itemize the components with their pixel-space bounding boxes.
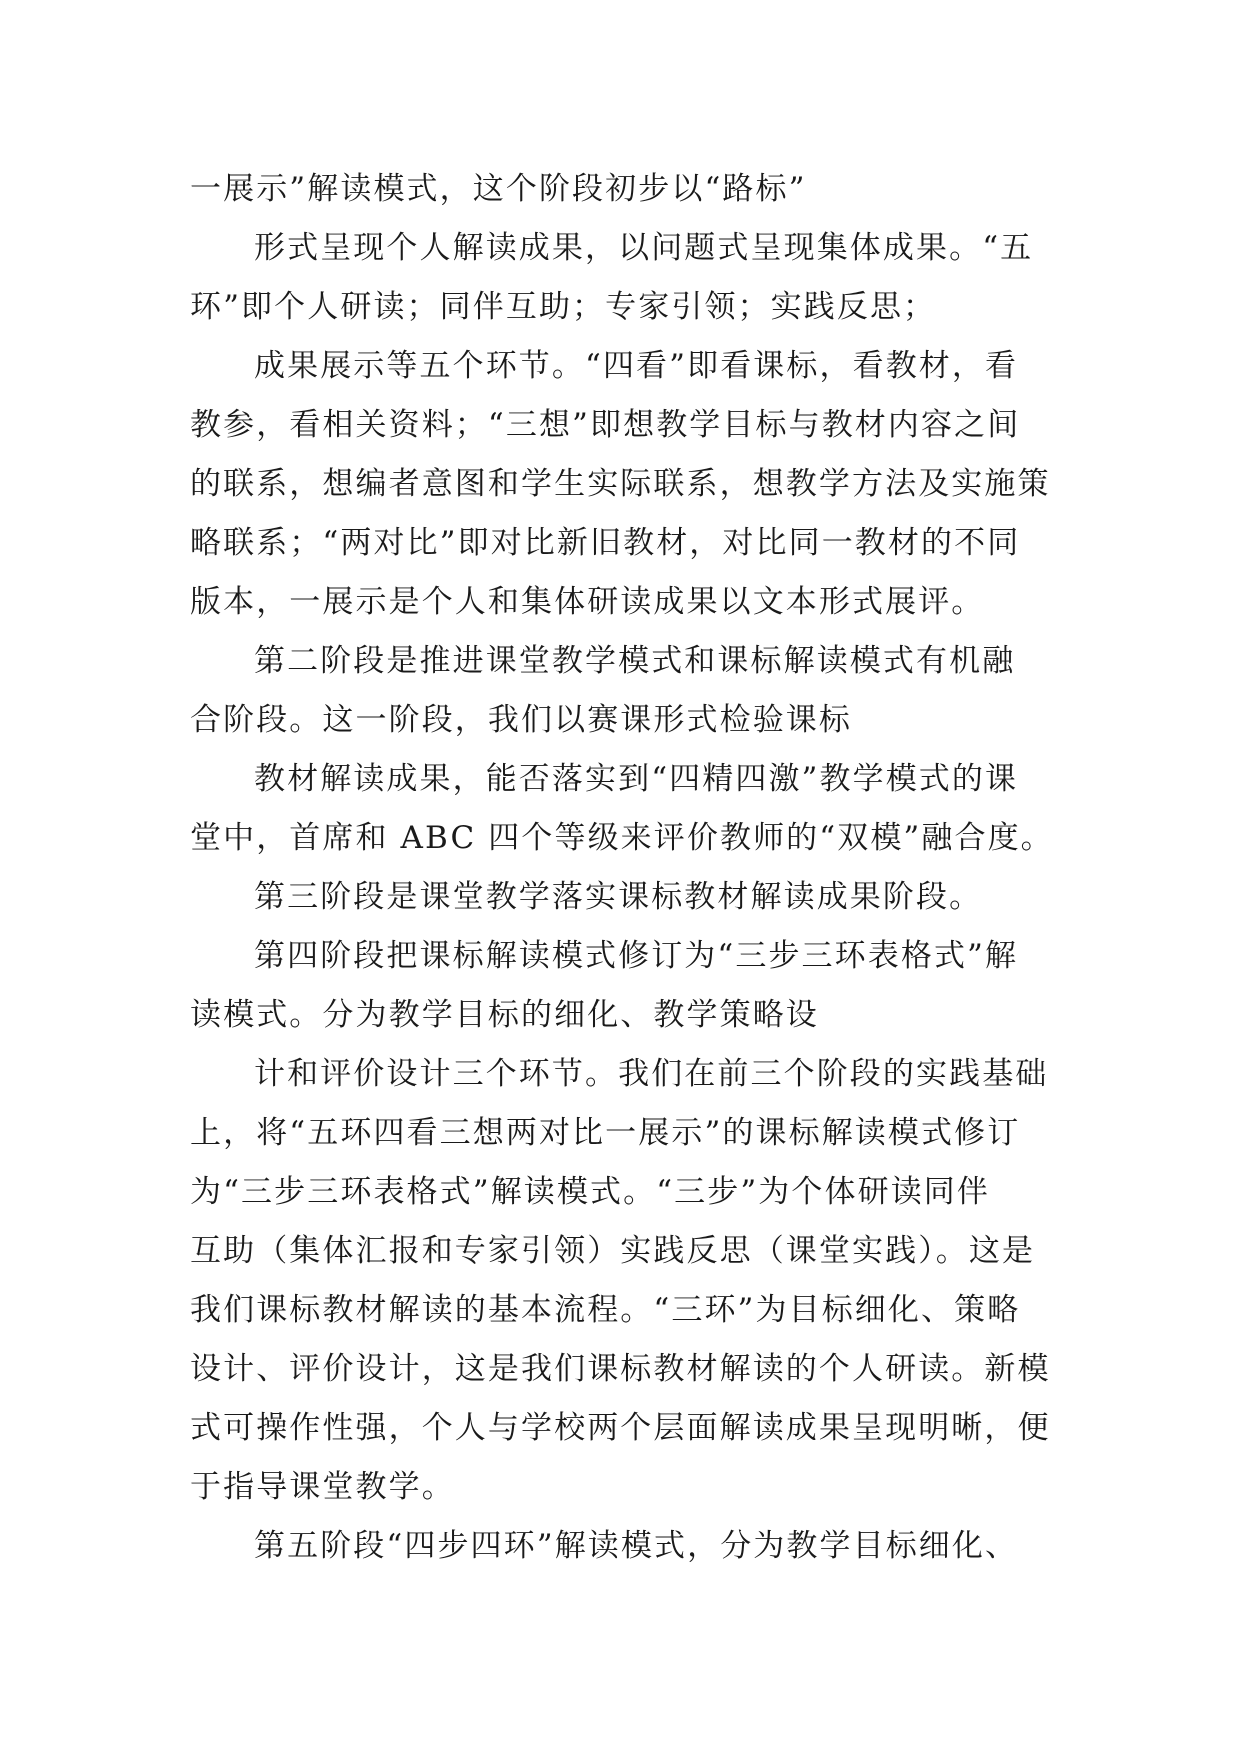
text-line: 一展示”解读模式，这个阶段初步以“路标” xyxy=(190,171,807,207)
text-line: 为“三步三环表格式”解读模式。“三步”为个体研读同伴 xyxy=(190,1174,990,1210)
text-line: 第五阶段“四步四环”解读模式，分为教学目标细化、 xyxy=(254,1528,1019,1564)
document-body xyxy=(190,160,1070,1576)
text-line: 于指导课堂教学。 xyxy=(190,1469,455,1505)
text-line: 的联系，想编者意图和学生实际联系，想教学方法及实施策 xyxy=(190,466,1051,502)
text-line: 环”即个人研读；同伴互助；专家引领；实践反思； xyxy=(190,289,937,325)
text-line: 版本，一展示是个人和集体研读成果以文本形式展评。 xyxy=(190,584,985,620)
text-line: 读模式。分为教学目标的细化、教学策略设 xyxy=(190,997,819,1033)
text-line: 成果展示等五个环节。“四看”即看课标，看教材，看 xyxy=(254,348,1019,384)
text-line: 第三阶段是课堂教学落实课标教材解读成果阶段。 xyxy=(254,879,983,915)
text-line: 略联系；“两对比”即对比新旧教材，对比同一教材的不同 xyxy=(190,525,1021,561)
text-line: 上，将“五环四看三想两对比一展示”的课标解读模式修订 xyxy=(190,1115,1021,1151)
text-line: 计和评价设计三个环节。我们在前三个阶段的实践基础 xyxy=(254,1056,1049,1092)
text-line: 合阶段。这一阶段，我们以赛课形式检验课标 xyxy=(190,702,852,738)
text-line: 我们课标教材解读的基本流程。“三环”为目标细化、策略 xyxy=(190,1292,1021,1328)
text-line: 堂中，首席和 ABC 四个等级来评价教师的“双模”融合度。 xyxy=(190,820,1054,856)
text-line: 教材解读成果，能否落实到“四精四激”教学模式的课 xyxy=(254,761,1019,797)
text-line: 互助（集体汇报和专家引领）实践反思（课堂实践）。这是 xyxy=(190,1233,1036,1269)
text-line: 形式呈现个人解读成果，以问题式呈现集体成果。“五 xyxy=(254,230,1034,266)
text-line: 第二阶段是推进课堂教学模式和课标解读模式有机融 xyxy=(254,643,1016,679)
text-line: 第四阶段把课标解读模式修订为“三步三环表格式”解 xyxy=(254,938,1019,974)
text-line: 教参，看相关资料；“三想”即想教学目标与教材内容之间 xyxy=(190,407,1021,443)
text-line: 设计、评价设计，这是我们课标教材解读的个人研读。新模 xyxy=(190,1351,1051,1387)
text-line: 式可操作性强，个人与学校两个层面解读成果呈现明晰，便 xyxy=(190,1410,1051,1446)
